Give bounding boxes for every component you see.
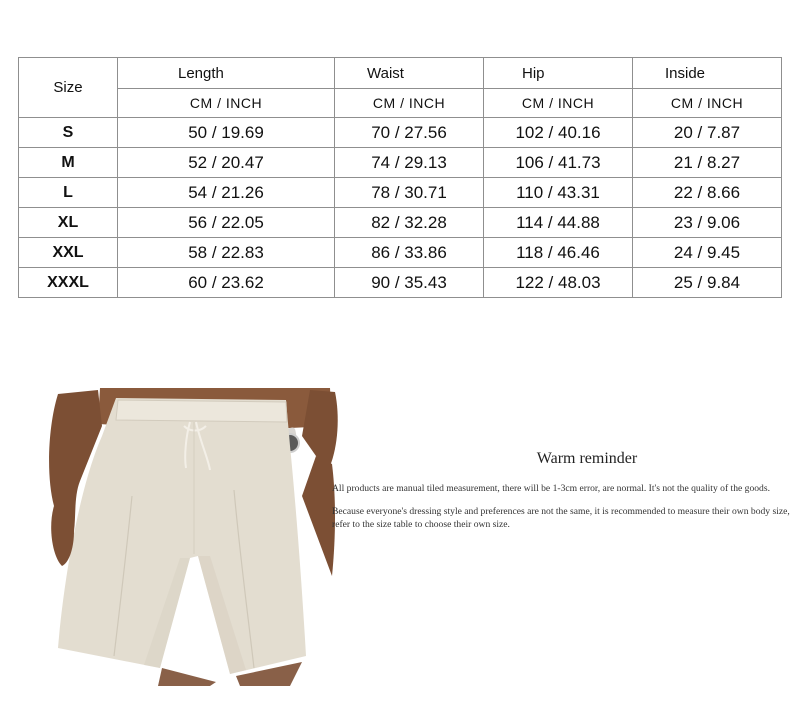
inside-cell: 20 / 7.87 <box>633 118 782 148</box>
inside-cell: 23 / 9.06 <box>633 208 782 238</box>
hip-cell: 110 / 43.31 <box>484 178 633 208</box>
reminder-title: Warm reminder <box>536 450 638 467</box>
waist-cell: 82 / 32.28 <box>335 208 484 238</box>
size-column-header: Size <box>19 58 118 118</box>
table-row <box>19 148 782 178</box>
waist-cell: 86 / 33.86 <box>335 238 484 268</box>
inside-cell: 22 / 8.66 <box>633 178 782 208</box>
size-cell: XXL <box>19 238 118 268</box>
inside-cell: 25 / 9.84 <box>633 268 782 298</box>
table-row <box>19 178 782 208</box>
length-cell: 56 / 22.05 <box>118 208 335 238</box>
waist-cell: 90 / 35.43 <box>335 268 484 298</box>
hip-cell: 102 / 40.16 <box>484 118 633 148</box>
size-cell: XL <box>19 208 118 238</box>
length-cell: 50 / 19.69 <box>118 118 335 148</box>
waist-unit-header: CM / INCH <box>335 89 484 118</box>
hip-cell: 118 / 46.46 <box>484 238 633 268</box>
hip-cell: 106 / 41.73 <box>484 148 633 178</box>
waist-cell: 70 / 27.56 <box>335 118 484 148</box>
table-row <box>19 238 782 268</box>
hip-cell: 114 / 44.88 <box>484 208 633 238</box>
length-cell: 60 / 23.62 <box>118 268 335 298</box>
waist-cell: 74 / 29.13 <box>335 148 484 178</box>
length-column-header: Length <box>118 58 335 89</box>
shorts-product-image <box>40 386 340 686</box>
size-chart-table <box>18 57 782 298</box>
length-cell: 54 / 21.26 <box>118 178 335 208</box>
waist-cell: 78 / 30.71 <box>335 178 484 208</box>
hip-cell: 122 / 48.03 <box>484 268 633 298</box>
hip-column-header: Hip <box>484 58 633 89</box>
inside-column-header: Inside <box>633 58 782 89</box>
size-cell: M <box>19 148 118 178</box>
table-row <box>19 118 782 148</box>
reminder-paragraph-2: Because everyone's dressing style and preferences are not the same, it is recommended to measure their own body size, refer to the size table to choose their own size. <box>332 506 790 530</box>
length-unit-header: CM / INCH <box>118 89 335 118</box>
size-cell: L <box>19 178 118 208</box>
table-row <box>19 268 782 298</box>
size-cell: S <box>19 118 118 148</box>
inside-cell: 24 / 9.45 <box>633 238 782 268</box>
warm-reminder-section <box>332 450 792 541</box>
table-row <box>19 208 782 238</box>
reminder-paragraph-1: All products are manual tiled measurement, there will be 1-3cm error, are normal. It's not the quality of the goods. <box>332 483 770 494</box>
inside-unit-header: CM / INCH <box>633 89 782 118</box>
hip-unit-header: CM / INCH <box>484 89 633 118</box>
inside-cell: 21 / 8.27 <box>633 148 782 178</box>
waist-column-header: Waist <box>335 58 484 89</box>
size-cell: XXXL <box>19 268 118 298</box>
length-cell: 52 / 20.47 <box>118 148 335 178</box>
length-cell: 58 / 22.83 <box>118 238 335 268</box>
